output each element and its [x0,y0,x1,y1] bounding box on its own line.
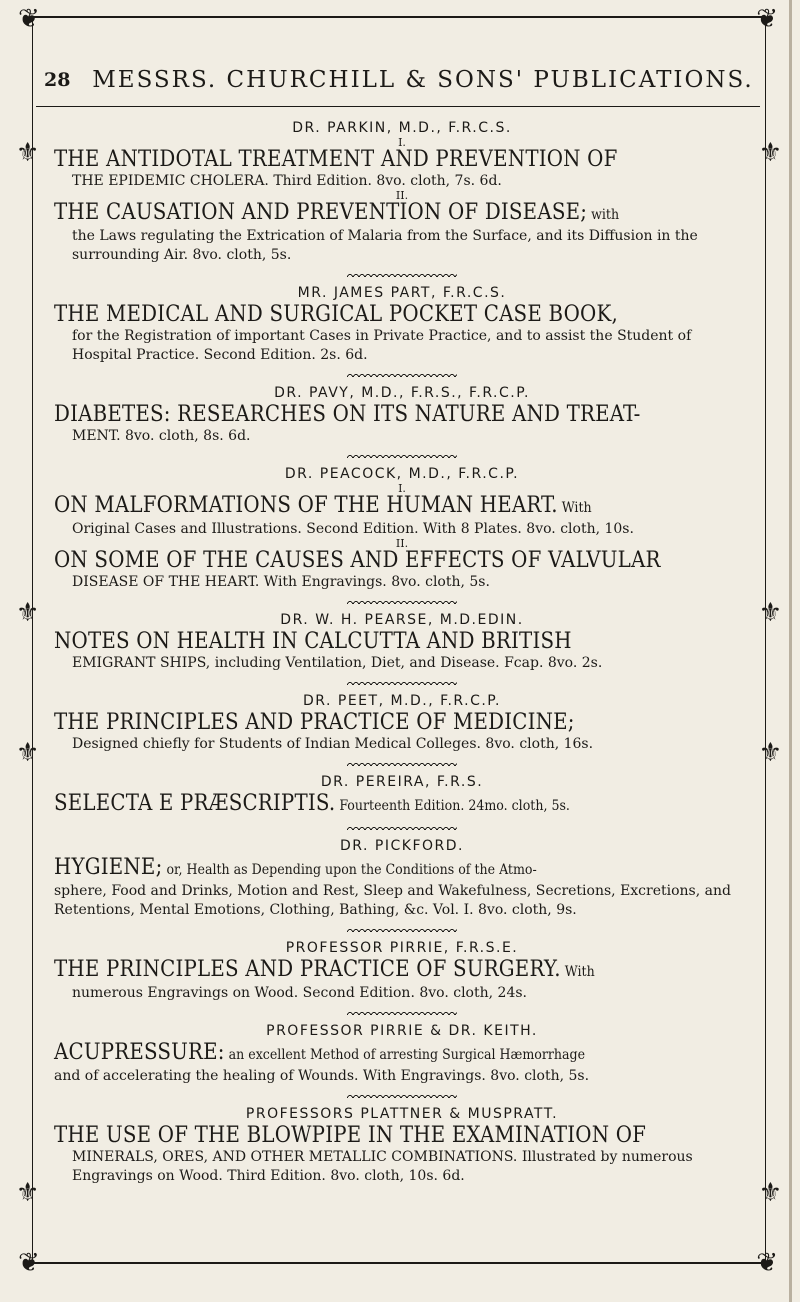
work-title-line [54,549,750,573]
work-title: THE CAUSATION AND PREVENTION OF DISEASE; [54,200,588,225]
right-border [765,18,766,1262]
wavy-divider [347,1009,457,1015]
wavy-divider [347,271,457,277]
side-ornament-icon: ⚜ [758,738,782,768]
author-heading: PROFESSOR PIRRIE & DR. KEITH. [266,1023,538,1039]
catalogue-entry [54,838,750,932]
work-description: and of accelerating the healing of Wounds. With Engravings. 8vo. cloth, 5s. [54,1068,590,1084]
work-title-line [54,958,750,984]
author-heading: DR. PARKIN, M.D., F.R.C.S. [292,120,512,136]
running-title: MESSRS. CHURCHILL & SONS' PUBLICATIONS. [92,67,754,93]
work-title: SELECTA E PRÆSCRIPTIS. [54,791,336,816]
catalogue-entry [54,285,750,377]
corner-ornament-icon: ❦ [756,4,778,34]
work-title-line [54,711,750,735]
catalogue-entry [54,1106,750,1186]
side-ornament-icon: ⚜ [758,1178,782,1208]
work-title-line [54,494,750,520]
wavy-divider [347,824,457,830]
work-title: THE PRINCIPLES AND PRACTICE OF SURGERY. [54,957,561,982]
work-number: II. [395,537,409,550]
page-header [44,62,756,98]
corner-ornament-icon: ❦ [18,4,40,34]
author-heading: MR. JAMES PART, F.R.C.S. [297,285,507,301]
corner-ornament-icon: ❦ [756,1248,778,1278]
work-title: DIABETES: RESEARCHES ON ITS NATURE AND TREAT- [54,402,641,427]
work-title-line [54,201,750,227]
work-description: numerous Engravings on Wood. Second Edition. 8vo. cloth, 24s. [72,985,527,1001]
work-title: HYGIENE; [54,855,163,880]
side-ornament-icon: ⚜ [16,1178,40,1208]
wavy-divider [347,1092,457,1098]
work-title-tail: With [560,964,595,980]
bottom-border [30,1262,766,1264]
work-title-tail: an excellent Method of arresting Surgical Hæmorrhage [224,1047,586,1063]
wavy-divider [347,452,457,458]
side-ornament-icon: ⚜ [758,138,782,168]
side-ornament-icon: ⚜ [16,138,40,168]
page-edge [789,0,792,1302]
catalogue-entry [54,385,750,458]
work-title: THE MEDICAL AND SURGICAL POCKET CASE BOOK, [54,302,618,327]
work-title-line [54,403,750,427]
work-title: ACUPRESSURE: [54,1040,225,1065]
wavy-divider [347,598,457,604]
side-ornament-icon: ⚜ [16,738,40,768]
work-description: Original Cases and Illustrations. Second Edition. With 8 Plates. 8vo. cloth, 10s. [72,521,634,537]
work-title: ON SOME OF THE CAUSES AND EFFECTS OF VALVULAR [54,548,661,573]
catalogue-entry [54,940,750,1015]
work-description: MENT. 8vo. cloth, 8s. 6d. [72,428,251,444]
work-title-tail: Fourteenth Edition. 24mo. cloth, 5s. [335,798,570,814]
side-ornament-icon: ⚜ [758,598,782,628]
work-title: THE USE OF THE BLOWPIPE IN THE EXAMINATION OF [54,1123,647,1148]
work-title: THE PRINCIPLES AND PRACTICE OF MEDICINE; [54,710,575,735]
work-title-line [54,630,750,654]
side-ornament-icon: ⚜ [16,598,40,628]
author-heading: DR. PICKFORD. [340,838,464,854]
work-description: DISEASE OF THE HEART. With Engravings. 8vo. cloth, 5s. [72,574,490,590]
work-description: the Laws regulating the Extrication of Malaria from the Surface, and its Diffusion in the surrounding Air. 8vo. cloth, 5s. [72,228,698,263]
author-heading: PROFESSORS PLATTNER & MUSPRATT. [245,1106,559,1122]
author-heading: DR. W. H. PEARSE, M.D.EDIN. [280,612,524,628]
work-title-line [54,1124,750,1148]
work-description: for the Registration of important Cases in Private Practice, and to assist the Student of Hospital Practice. Second Edition. 2s. 6d. [72,328,692,363]
author-heading: DR. PAVY, M.D., F.R.S., F.R.C.P. [274,385,530,401]
work-title-tail: With [557,500,592,516]
catalogue-entry [54,466,750,604]
work-description: Designed chiefly for Students of Indian Medical Colleges. 8vo. cloth, 16s. [72,736,594,752]
work-number: I. [398,136,406,149]
work-title-line [54,856,750,882]
work-number: II. [395,189,409,202]
work-description: MINERALS, ORES, AND OTHER METALLIC COMBINATIONS. Illustrated by numerous Engravings on Wood. Third Edition. 8vo. cloth, 10s. 6d. [72,1149,693,1184]
work-description: sphere, Food and Drinks, Motion and Rest, Sleep and Wakefulness, Secretions, Excretions, and Retentions, Mental Emotions, Clothing, Bathing, &c. Vol. I. 8vo. cloth, 9s. [54,883,731,918]
catalogue-entry [54,1023,750,1098]
work-title-tail: or, Health as Depending upon the Conditions of the Atmo- [162,862,537,878]
entries-list [54,120,750,1188]
work-description: THE EPIDEMIC CHOLERA. Third Edition. 8vo. cloth, 7s. 6d. [72,173,502,189]
header-rule [36,106,760,107]
corner-ornament-icon: ❦ [18,1248,40,1278]
top-border [30,16,766,18]
author-heading: DR. PEET, M.D., F.R.C.P. [302,693,502,709]
catalogue-entry [54,612,750,685]
wavy-divider [347,679,457,685]
work-title-tail: with [587,207,620,223]
wavy-divider [347,760,457,766]
work-title: NOTES ON HEALTH IN CALCUTTA AND BRITISH [54,629,572,654]
work-title-line [54,792,750,818]
author-heading: DR. PEACOCK, M.D., F.R.C.P. [284,466,520,482]
wavy-divider [347,371,457,377]
work-title-line [54,303,750,327]
left-border [32,18,33,1262]
work-description: EMIGRANT SHIPS, including Ventilation, Diet, and Disease. Fcap. 8vo. 2s. [72,655,603,671]
catalogue-entry [54,774,750,830]
catalogue-entry [54,120,750,277]
work-title: ON MALFORMATIONS OF THE HUMAN HEART. [54,493,558,518]
author-heading: PROFESSOR PIRRIE, F.R.S.E. [285,940,519,956]
work-number: I. [398,482,406,495]
author-heading: DR. PEREIRA, F.R.S. [320,774,484,790]
wavy-divider [347,926,457,932]
work-title-line [54,148,750,172]
work-title-line [54,1041,750,1067]
work-title: THE ANTIDOTAL TREATMENT AND PREVENTION OF [54,147,618,172]
catalogue-entry [54,693,750,766]
page-number: 28 [44,69,71,91]
